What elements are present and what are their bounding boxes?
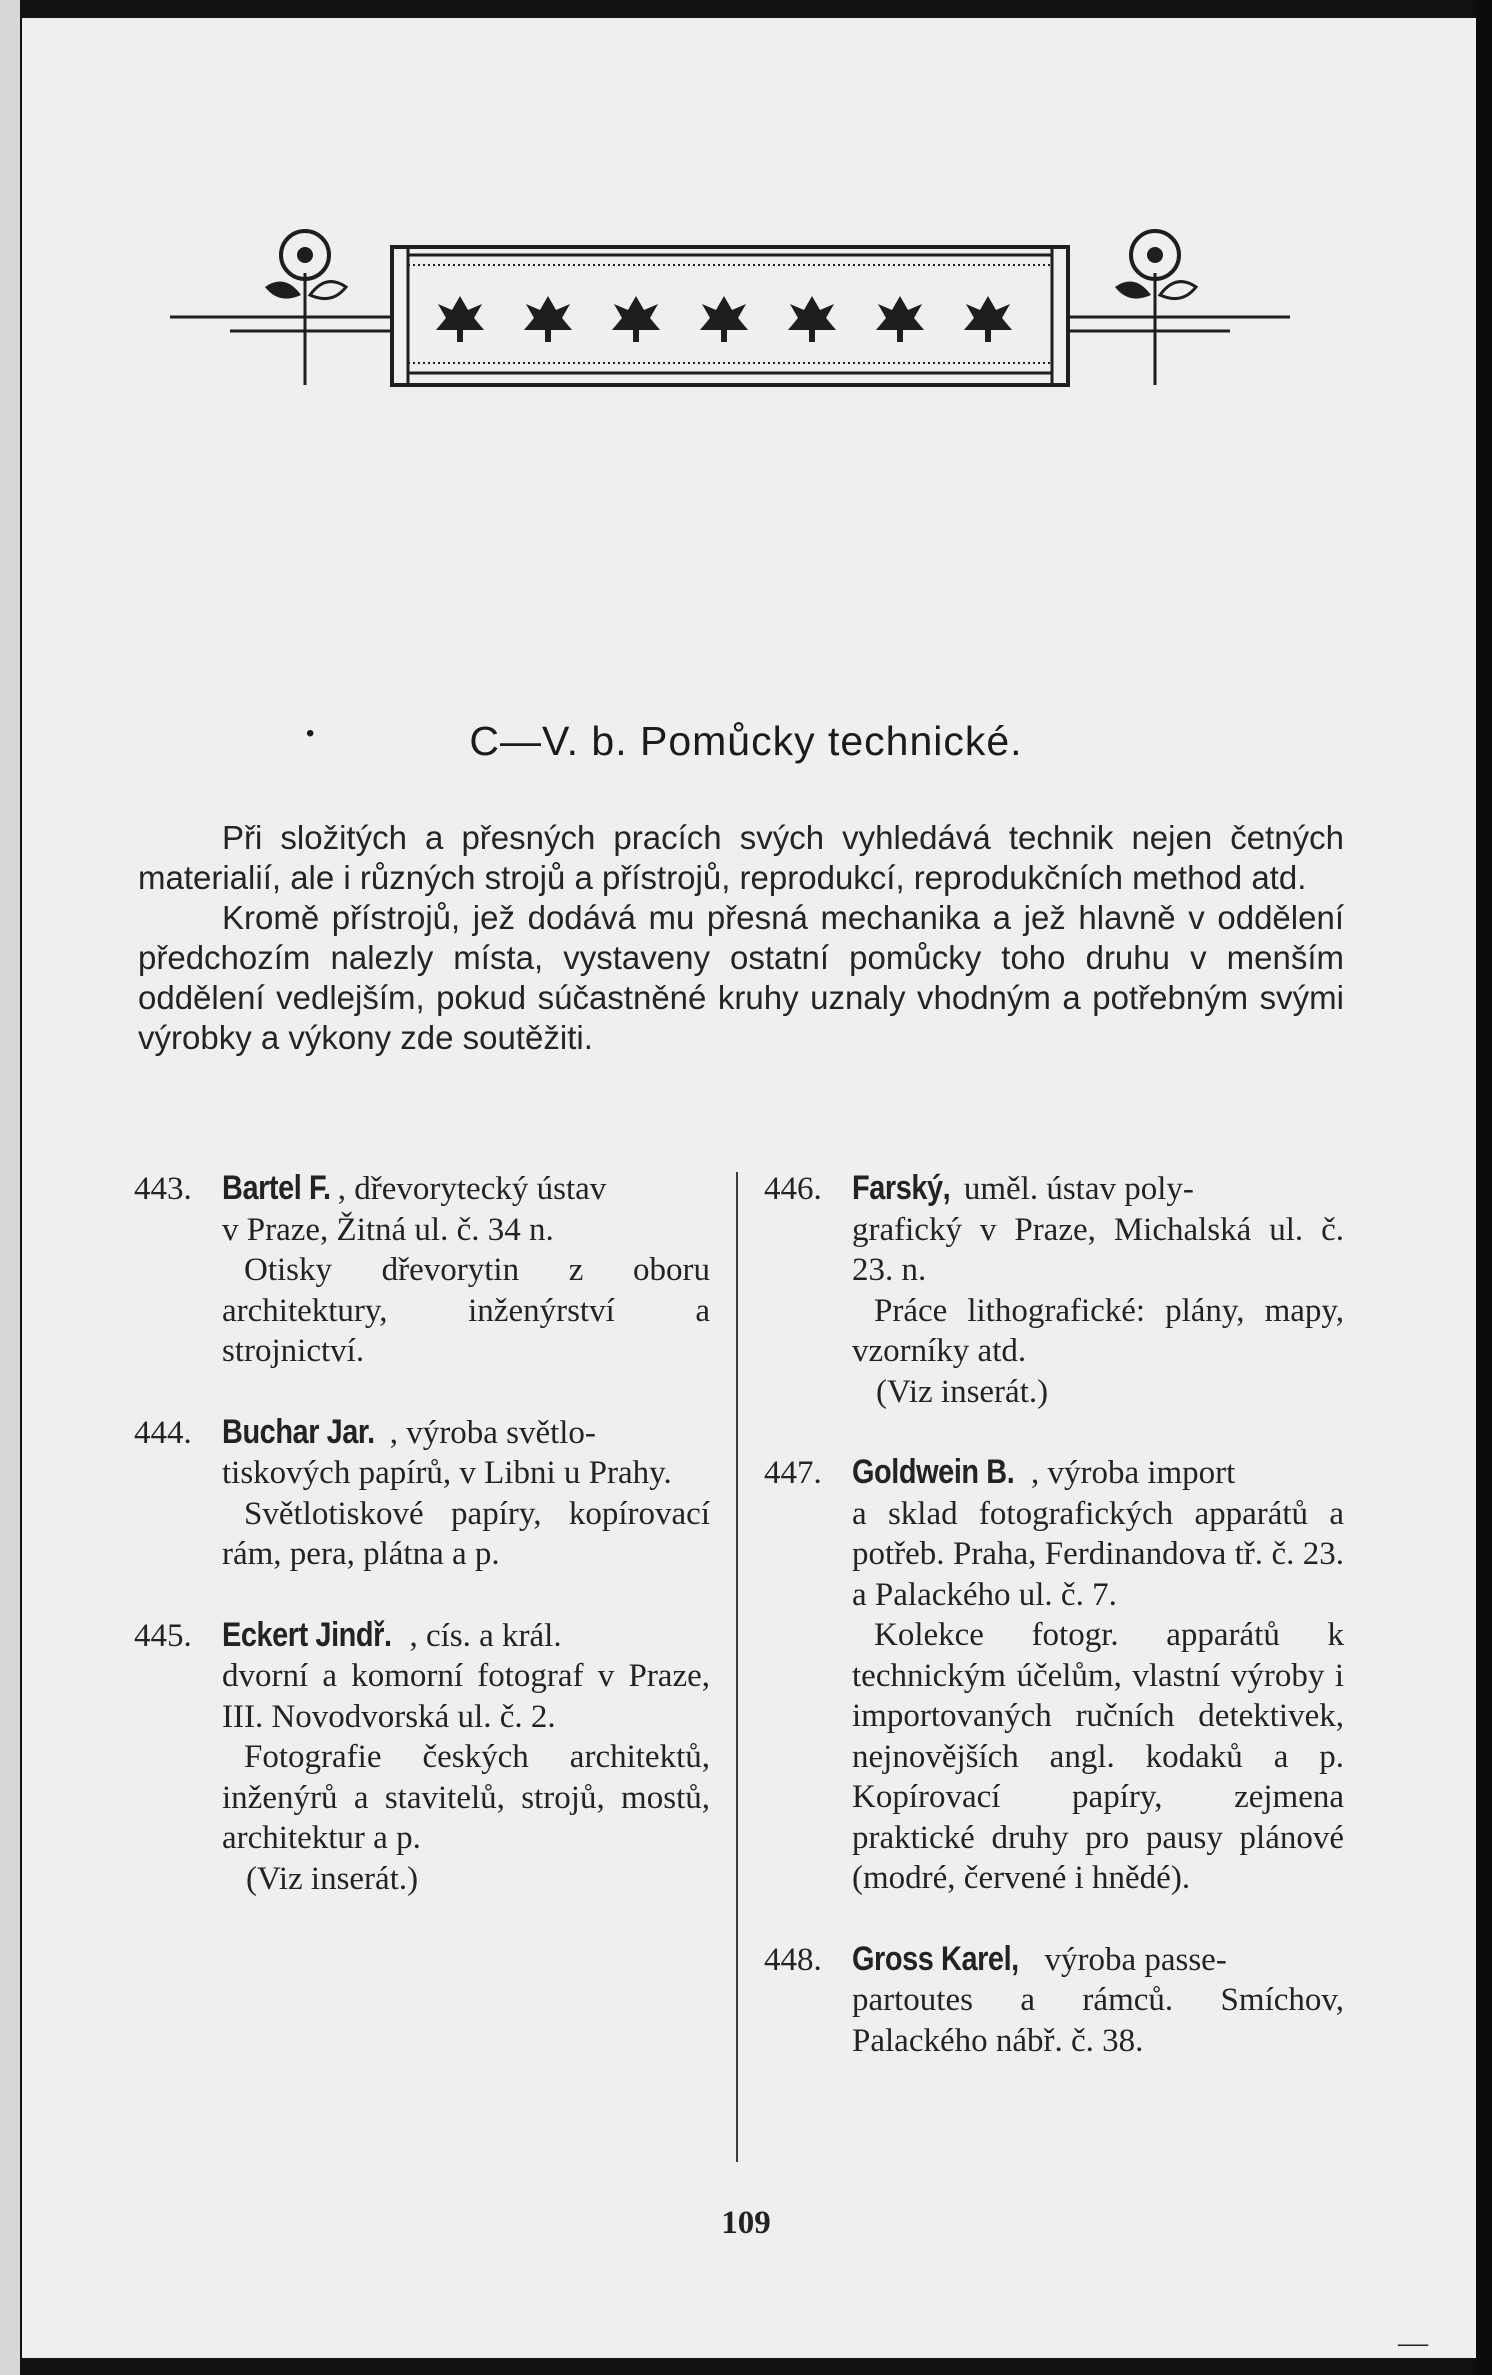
entry-448 [764, 1939, 1344, 2062]
entry-443 [134, 1168, 710, 1372]
entry-head: uměl. ústav poly- [955, 1171, 1194, 1207]
entry-description: Fotografie českých architektů, inženýrů a stavitelů, strojů, mostů, architektur a p. [222, 1739, 710, 1856]
entry-number: 444. [134, 1414, 192, 1451]
entry-number: 443. [134, 1171, 192, 1207]
entry-445 [134, 1615, 710, 1900]
entry-444 [134, 1412, 710, 1575]
entry-name: Farský, [852, 1169, 951, 1207]
intro-paragraph: Kromě přístrojů, jež dodává mu přesná mechanika a jež hlavně v oddělení předchozím nalezly místa, vystaveny ostatní pomůcky toho druhu v menším oddělení vedlejším, pokud súčastněné kruhy uznaly vhodným a potřebným svými výrobky a výkony zde soutěžiti. [138, 899, 1344, 1056]
entry-name: Eckert Jindř. [222, 1615, 392, 1654]
entry-name: Buchar Jar. [222, 1412, 375, 1451]
scan-right-edge [1476, 0, 1492, 2375]
entry-description: Kolekce fotogr. apparátů k technickým účelům, vlastní výroby i importovaných ručních detektivek, nejnovějších angl. kodaků a p. Kopírovací papíry, zejmena praktické druhy pro pausy plánové (modré, červené i hnědé). [852, 1617, 1344, 1896]
fleur-icon [612, 296, 660, 342]
entry-head: , cís. a král. [409, 1617, 562, 1654]
fleur-icon [436, 296, 484, 342]
fleur-icon [700, 296, 748, 342]
bullet-mark: • [306, 720, 316, 747]
left-column [134, 1168, 710, 1939]
entry-head: , dřevorytecký ústav [337, 1171, 607, 1207]
entry-description: Světlotiskové papíry, kopírovací rám, pera, plátna a p. [222, 1495, 710, 1572]
entry-head: , výroba světlo- [389, 1414, 596, 1451]
section-heading-text: C—V. b. Pomůcky technické. [469, 718, 1023, 764]
entry-address: v Praze, Žitná ul. č. 34 n. [222, 1211, 554, 1248]
entry-address: partoutes a rámců. Smíchov, Palackého nábř. č. 38. [852, 1982, 1344, 2059]
fleur-icon [524, 296, 572, 342]
entry-address: grafický v Praze, Michalská ul. č. 23. n. [852, 1211, 1344, 1288]
fleur-icon [876, 296, 924, 342]
header-ornament [170, 225, 1290, 415]
entry-name: Bartel F. [222, 1169, 331, 1207]
entry-number: 445. [134, 1617, 192, 1654]
entry-447 [764, 1452, 1344, 1899]
entry-name: Gross Karel, [852, 1939, 1019, 1978]
column-divider [736, 1172, 738, 2162]
entry-head: výroba passe- [1036, 1941, 1227, 1978]
page-number: 109 [721, 2205, 771, 2241]
entry-446 [764, 1168, 1344, 1412]
fleur-icon [964, 296, 1012, 342]
entry-address: a sklad fotografických apparátů a potřeb. Praha, Ferdinandova tř. č. 23. a Palackého ul. č. 7. [852, 1495, 1344, 1613]
entry-address: dvorní a komorní fotograf v Praze, III. Novodvorská ul. č. 2. [222, 1658, 710, 1735]
scan-left-strip [0, 0, 20, 2375]
entry-address: tiskových papírů, v Libni u Prahy. [222, 1455, 672, 1491]
intro-text [138, 818, 1344, 1058]
entry-description: Práce lithografické: plány, mapy, vzorníky atd. [852, 1292, 1344, 1369]
intro-paragraph: Při složitých a přesných pracích svých vyhledává technik nejen četných materialií, ale i různých strojů a přístrojů, reprodukcí, reprodukčních method atd. [138, 819, 1344, 896]
fleur-motif-row [436, 296, 1012, 342]
section-heading [0, 718, 1492, 765]
fleur-icon [788, 296, 836, 342]
entry-number: 447. [764, 1455, 822, 1491]
entry-head: , výroba import [1030, 1455, 1236, 1491]
right-column [764, 1168, 1344, 2101]
entry-note: (Viz inserát.) [246, 1860, 419, 1897]
entry-number: 448. [764, 1941, 822, 1978]
entry-number: 446. [764, 1171, 822, 1207]
entry-note: (Viz inserát.) [876, 1373, 1049, 1410]
entry-name: Goldwein B. [852, 1453, 1015, 1491]
footer-dash: — [1398, 2326, 1428, 2359]
entry-description: Otisky dřevorytin z oboru architektury, inženýrství a strojnictví. [222, 1252, 710, 1369]
